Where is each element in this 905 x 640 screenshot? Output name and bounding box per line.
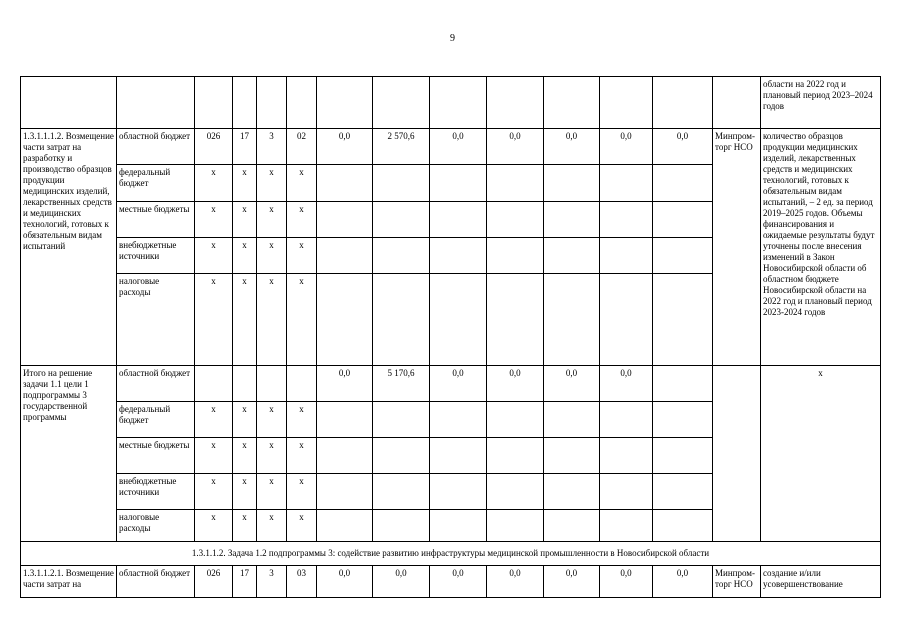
funding-source: федеральный бюджет [117, 165, 195, 202]
code-gr: x [195, 202, 233, 238]
value-cell: 0,0 [487, 129, 544, 165]
result-cell: создание и/или усовершенствование [761, 566, 881, 598]
funding-source: местные бюджеты [117, 438, 195, 474]
code-gr: 026 [195, 129, 233, 165]
funding-source: налоговые расходы [117, 274, 195, 366]
funding-source: налоговые расходы [117, 510, 195, 542]
code-gp: x [233, 202, 257, 238]
code-pgp: x [257, 510, 287, 542]
measure-title: 1.3.1.1.1.2. Возмещение части затрат на разработку и производство образцов продукции медицинских изделий, лекарственных средств и медицинских технологий, готовых к обязательным видам испытаний [21, 129, 117, 366]
value-cell: 0,0 [653, 129, 713, 165]
table-row [21, 366, 881, 402]
code-pgp: x [257, 202, 287, 238]
code-gr: x [195, 438, 233, 474]
funding-source: внебюджетные источники [117, 474, 195, 510]
code-gp: x [233, 510, 257, 542]
result-cell: области на 2022 год и плановый период 2023–2024 годов [761, 77, 881, 129]
code-pgp: x [257, 438, 287, 474]
executor-cell: Минпром-торг НСО [713, 566, 761, 598]
value-cell: 5 170,6 [373, 366, 430, 402]
code-gr: x [195, 274, 233, 366]
funding-source: областной бюджет [117, 129, 195, 165]
value-cell: 0,0 [487, 366, 544, 402]
value-cell: 0,0 [373, 566, 430, 598]
code-gp: 17 [233, 566, 257, 598]
code-om: x [287, 165, 317, 202]
code-om: x [287, 402, 317, 438]
value-cell: 2 570,6 [373, 129, 430, 165]
value-cell: 0,0 [430, 129, 487, 165]
value-cell: 0,0 [430, 366, 487, 402]
code-gp: x [233, 402, 257, 438]
table-row [21, 129, 881, 165]
code-gr: x [195, 238, 233, 274]
code-pgp: x [257, 165, 287, 202]
value-cell: 0,0 [317, 566, 373, 598]
funding-source: областной бюджет [117, 566, 195, 598]
value-cell: 0,0 [544, 129, 600, 165]
value-cell: 0,0 [487, 566, 544, 598]
code-pgp: 3 [257, 129, 287, 165]
code-gp: x [233, 474, 257, 510]
code-om: x [287, 438, 317, 474]
page-number: 9 [450, 33, 455, 44]
funding-source: областной бюджет [117, 366, 195, 402]
code-gp: 17 [233, 129, 257, 165]
code-om: 03 [287, 566, 317, 598]
value-cell: 0,0 [600, 366, 653, 402]
value-cell: 0,0 [600, 566, 653, 598]
code-gp: x [233, 165, 257, 202]
code-gr: x [195, 474, 233, 510]
code-pgp: x [257, 474, 287, 510]
code-gp: x [233, 274, 257, 366]
code-pgp: x [257, 402, 287, 438]
funding-source: местные бюджеты [117, 202, 195, 238]
code-pgp: x [257, 274, 287, 366]
funding-source: федеральный бюджет [117, 402, 195, 438]
value-cell: 0,0 [544, 366, 600, 402]
funding-source: внебюджетные источники [117, 238, 195, 274]
executor-cell: Минпром-торг НСО [713, 129, 761, 366]
value-cell: 0,0 [430, 566, 487, 598]
code-om: x [287, 238, 317, 274]
code-om: 02 [287, 129, 317, 165]
value-cell: 0,0 [600, 129, 653, 165]
task-header: 1.3.1.1.2. Задача 1.2 подпрограммы 3: содействие развитию инфраструктуры медицинской промышленности в Новосибирской области [21, 542, 881, 566]
code-gp: x [233, 238, 257, 274]
code-gr: 026 [195, 566, 233, 598]
table-row [21, 542, 881, 566]
result-cell: количество образцов продукции медицинских изделий, лекарственных средств и медицинских технологий, готовых к обязательным видам испытаний, – 2 ед. за период 2019–2025 годов. Объемы финансирования и ожидаемые результаты будут уточнены после внесения изменений в Закон Новосибирской области об областном бюджете Новосибирской области на 2022 год и плановый период 2023-2024 годов [761, 129, 881, 366]
value-cell: 0,0 [317, 366, 373, 402]
code-om: x [287, 510, 317, 542]
value-cell: 0,0 [544, 566, 600, 598]
code-om: x [287, 474, 317, 510]
value-cell: 0,0 [653, 566, 713, 598]
table-row [21, 566, 881, 598]
code-gp: x [233, 438, 257, 474]
code-om: x [287, 274, 317, 366]
code-pgp: x [257, 238, 287, 274]
code-pgp: 3 [257, 566, 287, 598]
total-title: Итого на решение задачи 1.1 цели 1 подпрограммы 3 государственной программы [21, 366, 117, 542]
table-row [21, 77, 881, 129]
code-gr: x [195, 402, 233, 438]
code-gr: x [195, 165, 233, 202]
code-om: x [287, 202, 317, 238]
code-gr: x [195, 510, 233, 542]
value-cell: 0,0 [317, 129, 373, 165]
program-table [20, 76, 881, 598]
measure-title: 1.3.1.1.2.1. Возмещение части затрат на [21, 566, 117, 598]
executor-cell [713, 366, 761, 542]
result-cell: x [761, 366, 881, 542]
